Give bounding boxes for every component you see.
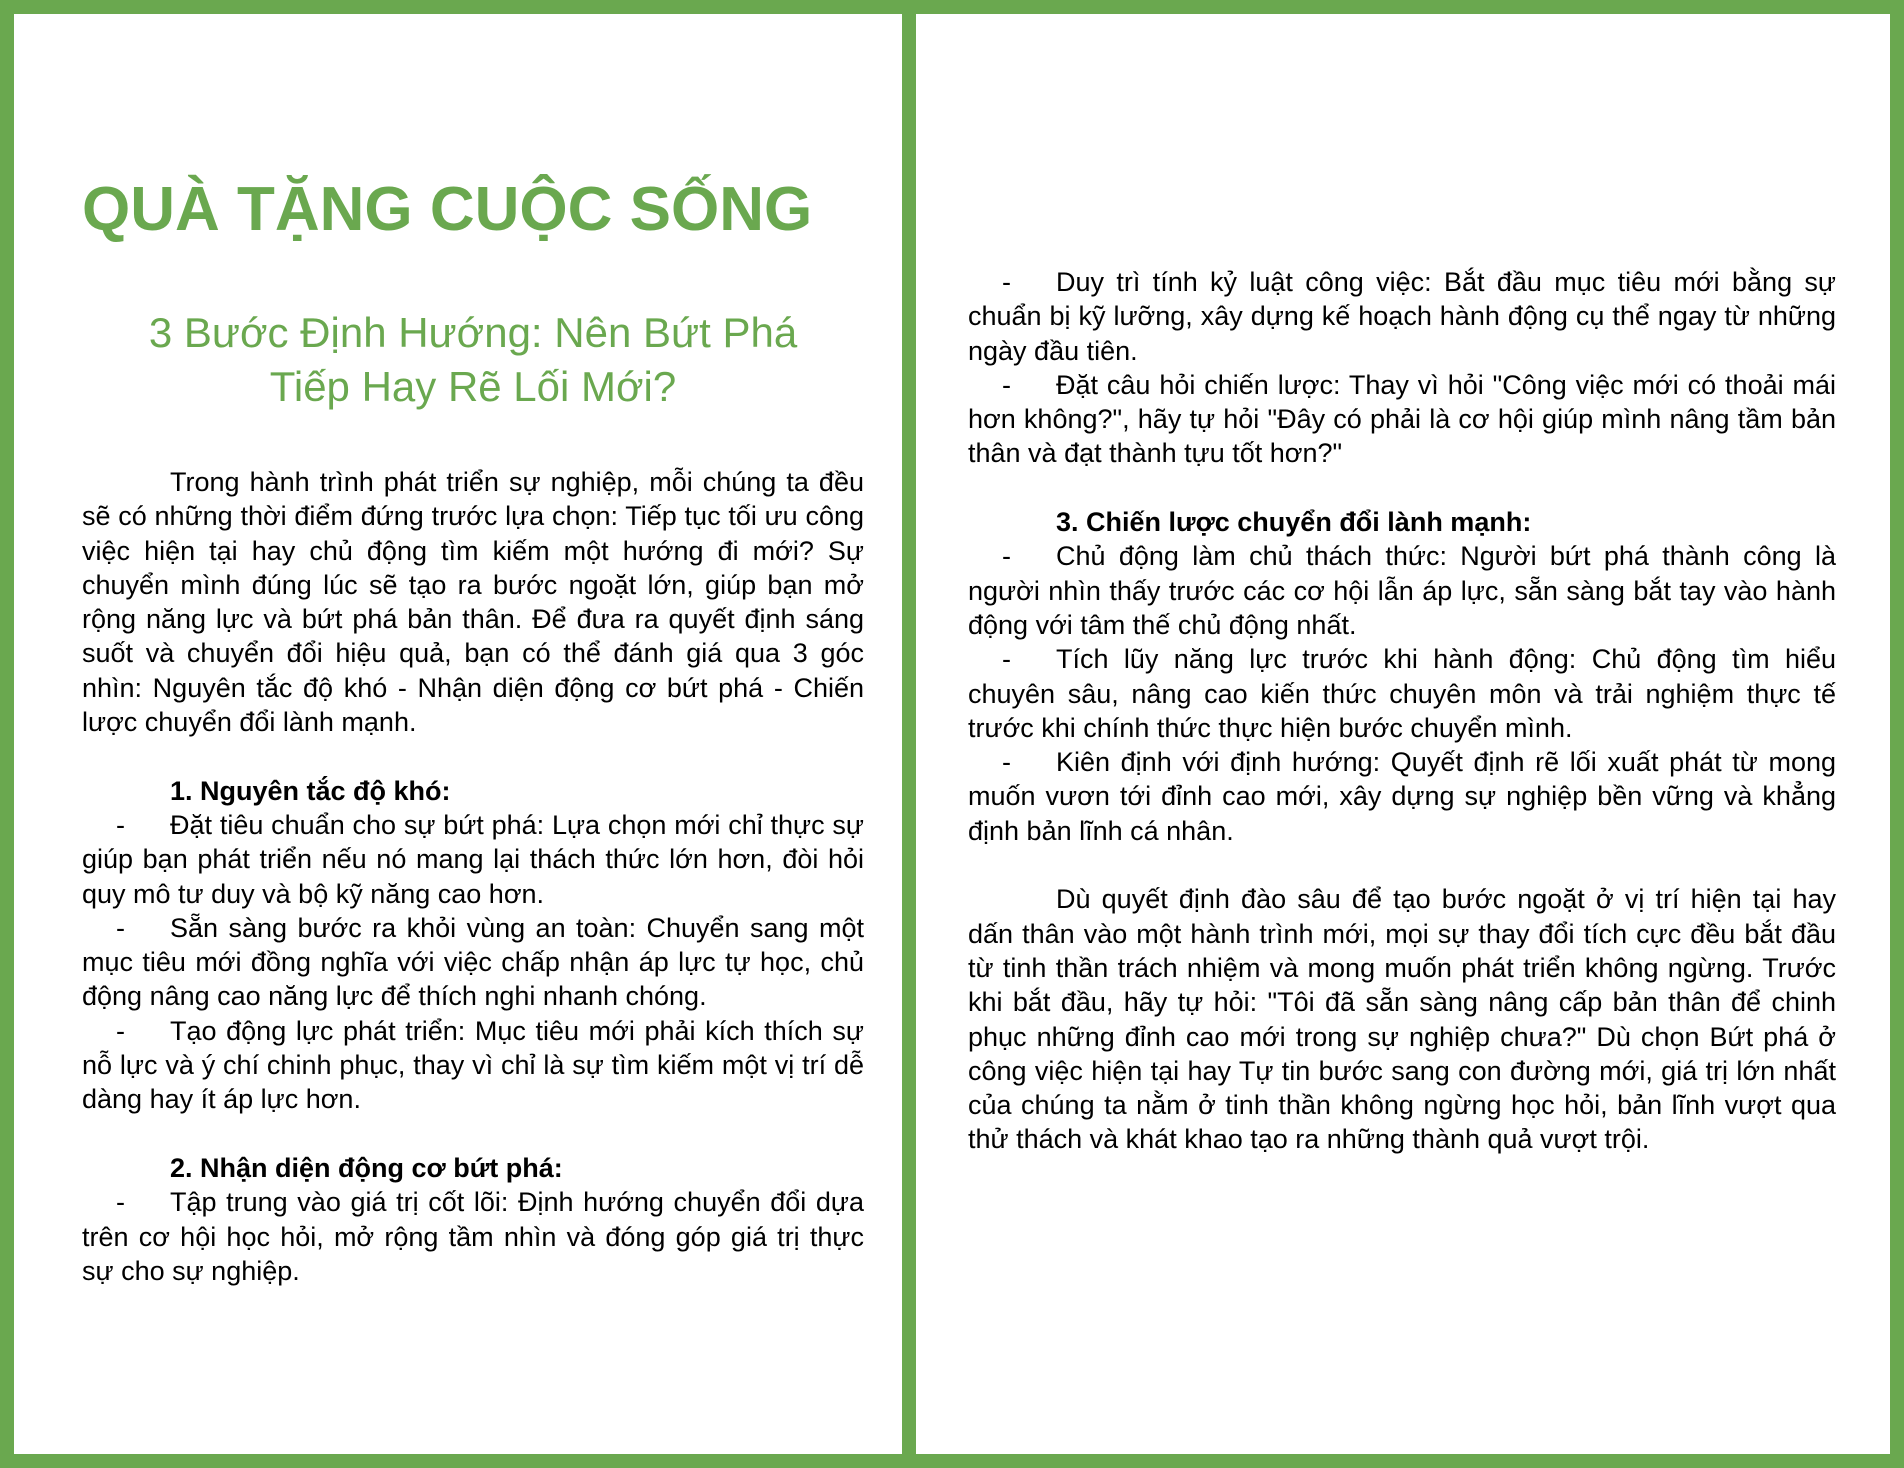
bullet-marker: -: [116, 912, 125, 943]
bullet-marker: -: [1002, 541, 1011, 572]
section-3-item-3: [968, 745, 1836, 848]
article-subtitle: [82, 306, 864, 414]
bullet-marker: -: [1002, 644, 1011, 675]
section-2-item-3: [968, 368, 1836, 471]
column-divider: [902, 14, 916, 1454]
spacer: [968, 848, 1836, 882]
section-3-heading: 3. Chiến lược chuyển đổi lành mạnh:: [1056, 507, 1532, 538]
bullet-text: Duy trì tính kỷ luật công việc: Bắt đầu mục tiêu mới bằng sự chuẩn bị kỹ lưỡng, xây dựng kế hoạch hành động cụ thể ngay từ những ngày đầu tiên.: [968, 267, 1836, 366]
bullet-text: Đặt câu hỏi chiến lược: Thay vì hỏi "Công việc mới có thoải mái hơn không?", hãy tự hỏi "Đây có phải là cơ hội giúp mình nâng tầm bản thân và đạt thành tựu tốt hơn?": [968, 369, 1836, 469]
section-3-item-2: [968, 642, 1836, 745]
subtitle-line-1: 3 Bước Định Hướng: Nên Bứt Phá: [148, 309, 798, 356]
conclusion-paragraph: Dù quyết định đào sâu để tạo bước ngoặt ở vị trí hiện tại hay dấn thân vào một hành trình mới, mọi sự thay đổi tích cực đều bắt đầu từ tinh thần trách nhiệm và mong muốn phát triển không ngừng. Trước khi bắt đầu, hãy tự hỏi: "Tôi đã sẵn sàng nâng cấp bản thân để chinh phục những đỉnh cao mới trong sự nghiệp chưa?" Dù chọn Bứt phá ở công việc hiện tại hay Tự tin bước sang con đường mới, giá trị lớn nhất của chúng ta nằm ở tinh thần không ngừng học hỏi, bản lĩnh vượt qua thử thách và khát khao tạo ra những thành quả vượt trội.: [968, 884, 1836, 1155]
bullet-text: Tập trung vào giá trị cốt lõi: Định hướng chuyển đổi dựa trên cơ hội học hỏi, mở rộng tầm nhìn và đóng góp giá trị thực sự cho sự nghiệp.: [82, 1187, 864, 1286]
section-2-heading: 2. Nhận diện động cơ bứt phá:: [170, 1152, 563, 1183]
bullet-text: Tạo động lực phát triển: Mục tiêu mới phải kích thích sự nỗ lực và ý chí chinh phục, thay vì chỉ là sự tìm kiếm một vị trí dễ dàng hay ít áp lực hơn.: [82, 1015, 864, 1115]
section-3-item-1: [968, 539, 1836, 642]
bullet-marker: -: [116, 1187, 125, 1218]
subtitle-line-2: Tiếp Hay Rẽ Lối Mới?: [269, 363, 677, 410]
bullet-text: Tích lũy năng lực trước khi hành động: Chủ động tìm hiểu chuyên sâu, nâng cao kiến thức chuyên môn và trải nghiệm thực tế trước khi chính thức thực hiện bước chuyển mình.: [968, 644, 1836, 743]
bullet-text: Kiên định với định hướng: Quyết định rẽ lối xuất phát từ mong muốn vươn tới đỉnh cao mới, xây dựng sự nghiệp bền vững và khẳng định bản lĩnh cá nhân.: [968, 747, 1836, 846]
left-body: [82, 465, 864, 1288]
section-2-item-1: [82, 1185, 864, 1288]
section-1-heading: 1. Nguyên tắc độ khó:: [170, 775, 451, 806]
spacer: [82, 1117, 864, 1151]
bullet-marker: -: [1002, 267, 1011, 297]
spacer: [82, 739, 864, 773]
bullet-text: Chủ động làm chủ thách thức: Người bứt phá thành công là người nhìn thấy trước các cơ hội lẫn áp lực, sẵn sàng bắt tay vào hành động với tâm thế chủ động nhất.: [968, 541, 1836, 640]
bullet-marker: -: [1002, 747, 1011, 778]
spacer: [968, 471, 1836, 505]
section-1-item-1: [82, 808, 864, 911]
right-body: [968, 265, 1836, 1157]
bullet-text: Đặt tiêu chuẩn cho sự bứt phá: Lựa chọn mới chỉ thực sự giúp bạn phát triển nếu nó mang lại thách thức lớn hơn, đòi hỏi quy mô tư duy và bộ kỹ năng cao hơn.: [82, 809, 864, 909]
section-1-item-2: [82, 911, 864, 1014]
bullet-text: Sẵn sàng bước ra khỏi vùng an toàn: Chuyển sang một mục tiêu mới đồng nghĩa với việc chấp nhận áp lực tự học, chủ động nâng cao năng lực để thích nghi nhanh chóng.: [82, 912, 864, 1012]
section-2-item-2: [968, 265, 1836, 368]
page-title: QUÀ TẶNG CUỘC SỐNG: [82, 175, 813, 244]
bullet-marker: -: [116, 1015, 125, 1046]
bullet-marker: -: [116, 809, 125, 840]
bullet-marker: -: [1002, 369, 1011, 400]
section-1-item-3: [82, 1014, 864, 1117]
intro-paragraph: Trong hành trình phát triển sự nghiệp, mỗi chúng ta đều sẽ có những thời điểm đứng trước lựa chọn: Tiếp tục tối ưu công việc hiện tại hay chủ động tìm kiếm một hướng đi mới? Sự chuyển mình đúng lúc sẽ tạo ra bước ngoặt lớn, giúp bạn mở rộng năng lực và bứt phá bản thân. Để đưa ra quyết định sáng suốt và chuyển đổi hiệu quả, bạn có thể đánh giá qua 3 góc nhìn: Nguyên tắc độ khó - Nhận diện động cơ bứt phá - Chiến lược chuyển đổi lành mạnh.: [82, 467, 864, 738]
